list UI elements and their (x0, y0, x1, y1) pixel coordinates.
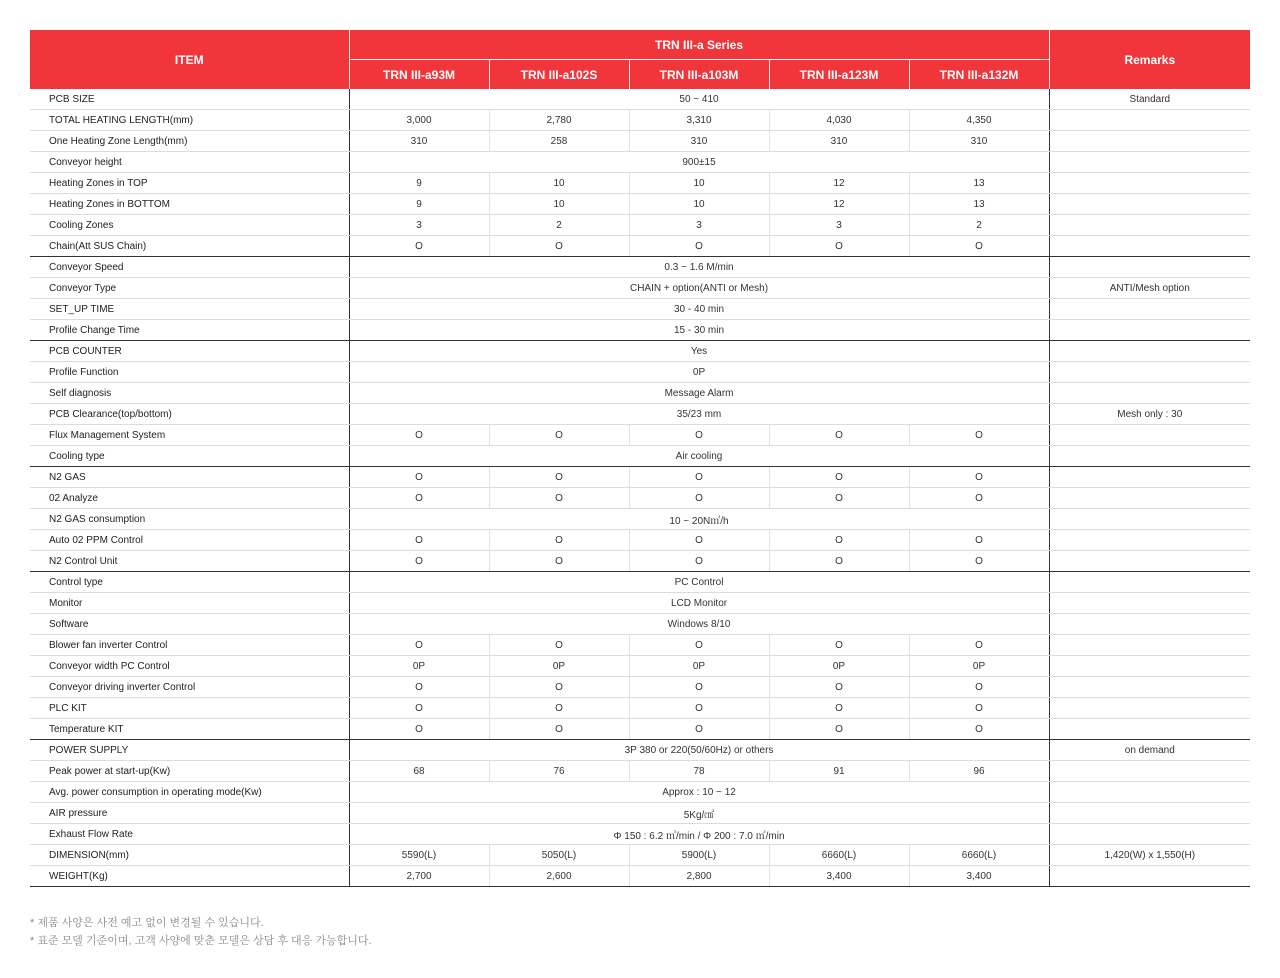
table-row (30, 299, 1250, 320)
spec-value: O (629, 698, 769, 719)
table-row (30, 362, 1250, 383)
row-label: Temperature KIT (30, 719, 349, 740)
row-label: N2 GAS (30, 467, 349, 488)
row-label: N2 GAS consumption (30, 509, 349, 530)
spec-value-all-models: CHAIN + option(ANTI or Mesh) (349, 278, 1049, 299)
spec-value: O (769, 425, 909, 446)
row-label: Conveyor Speed (30, 257, 349, 278)
row-label: Cooling type (30, 446, 349, 467)
row-label: Conveyor Type (30, 278, 349, 299)
table-row (30, 782, 1250, 803)
spec-value-all-models: Message Alarm (349, 383, 1049, 404)
spec-value: 258 (489, 131, 629, 152)
spec-value: O (909, 488, 1049, 509)
spec-value: 2,780 (489, 110, 629, 131)
spec-value-all-models: 15 - 30 min (349, 320, 1049, 341)
spec-value: O (909, 677, 1049, 698)
remark-cell (1049, 173, 1250, 194)
remark-cell (1049, 131, 1250, 152)
remark-cell (1049, 572, 1250, 593)
row-label: N2 Control Unit (30, 551, 349, 572)
spec-value: O (489, 467, 629, 488)
remark-cell (1049, 257, 1250, 278)
table-row (30, 467, 1250, 488)
spec-value: O (349, 467, 489, 488)
spec-value-all-models: Windows 8/10 (349, 614, 1049, 635)
remark-cell: on demand (1049, 740, 1250, 761)
footnote: * 표준 모델 기준이며, 고객 사양에 맞춘 모델은 상담 후 대응 가능합니다. (30, 935, 372, 947)
table-row (30, 635, 1250, 656)
remark-cell (1049, 635, 1250, 656)
spec-value: O (489, 488, 629, 509)
spec-value: O (769, 467, 909, 488)
spec-value-all-models: LCD Monitor (349, 593, 1049, 614)
spec-value: 3 (769, 215, 909, 236)
spec-value: 310 (909, 131, 1049, 152)
remark-cell (1049, 236, 1250, 257)
row-label: Blower fan inverter Control (30, 635, 349, 656)
row-label: PCB SIZE (30, 89, 349, 110)
table-row (30, 236, 1250, 257)
remark-cell (1049, 194, 1250, 215)
row-label: Conveyor width PC Control (30, 656, 349, 677)
model-header: TRN III-a103M (629, 60, 769, 90)
spec-value: 13 (909, 173, 1049, 194)
spec-value: O (349, 236, 489, 257)
row-label: PLC KIT (30, 698, 349, 719)
row-label: PCB Clearance(top/bottom) (30, 404, 349, 425)
remark-cell (1049, 509, 1250, 530)
spec-value: O (489, 635, 629, 656)
spec-value: 91 (769, 761, 909, 782)
remark-cell (1049, 698, 1250, 719)
spec-value: 10 (629, 173, 769, 194)
spec-value: O (489, 530, 629, 551)
spec-value: 13 (909, 194, 1049, 215)
row-label: DIMENSION(mm) (30, 845, 349, 866)
spec-value: 3,400 (769, 866, 909, 887)
spec-value: O (629, 551, 769, 572)
remark-cell: Mesh only : 30 (1049, 404, 1250, 425)
remark-cell (1049, 824, 1250, 845)
spec-value: 9 (349, 173, 489, 194)
remark-cell (1049, 782, 1250, 803)
table-row (30, 572, 1250, 593)
spec-value-all-models: 0.3 ~ 1.6 M/min (349, 257, 1049, 278)
table-row (30, 404, 1250, 425)
spec-value: 12 (769, 173, 909, 194)
spec-value: O (629, 467, 769, 488)
table-row (30, 446, 1250, 467)
spec-value: 4,030 (769, 110, 909, 131)
spec-value: O (629, 635, 769, 656)
table-row (30, 110, 1250, 131)
spec-value: 3,310 (629, 110, 769, 131)
spec-value: O (769, 530, 909, 551)
spec-value: O (909, 467, 1049, 488)
spec-value: 68 (349, 761, 489, 782)
spec-value: 9 (349, 194, 489, 215)
row-label: Chain(Att SUS Chain) (30, 236, 349, 257)
table-row (30, 614, 1250, 635)
row-label: Conveyor driving inverter Control (30, 677, 349, 698)
table-row (30, 341, 1250, 362)
spec-value: O (909, 530, 1049, 551)
row-label: AIR pressure (30, 803, 349, 824)
spec-value: O (769, 488, 909, 509)
table-row (30, 131, 1250, 152)
spec-value: O (769, 677, 909, 698)
spec-value: 5900(L) (629, 845, 769, 866)
table-row (30, 215, 1250, 236)
remark-cell (1049, 761, 1250, 782)
spec-value: O (909, 551, 1049, 572)
spec-table-wrap (30, 30, 1250, 887)
remark-cell (1049, 530, 1250, 551)
remark-cell (1049, 446, 1250, 467)
row-label: Software (30, 614, 349, 635)
model-header: TRN III-a93M (349, 60, 489, 90)
table-header (30, 30, 1250, 89)
spec-value: O (629, 488, 769, 509)
remark-cell (1049, 152, 1250, 173)
row-label: Self diagnosis (30, 383, 349, 404)
spec-value: 0P (489, 656, 629, 677)
model-header: TRN III-a123M (769, 60, 909, 90)
model-header: TRN III-a102S (489, 60, 629, 90)
spec-value: 5050(L) (489, 845, 629, 866)
table-row (30, 803, 1250, 824)
row-label: Monitor (30, 593, 349, 614)
table-row (30, 320, 1250, 341)
row-label: Conveyor height (30, 152, 349, 173)
row-label: POWER SUPPLY (30, 740, 349, 761)
remark-cell (1049, 803, 1250, 824)
spec-value: 5590(L) (349, 845, 489, 866)
remark-cell (1049, 488, 1250, 509)
remarks-header: Remarks (1049, 30, 1250, 89)
spec-value: 2,600 (489, 866, 629, 887)
spec-value-all-models: 35/23 mm (349, 404, 1049, 425)
spec-value-all-models: 10 ~ 20N㎥/h (349, 509, 1049, 530)
table-row (30, 173, 1250, 194)
spec-value: O (909, 698, 1049, 719)
spec-value-all-models: 900±15 (349, 152, 1049, 173)
spec-value: O (769, 236, 909, 257)
spec-value: 3 (629, 215, 769, 236)
spec-value: 10 (629, 194, 769, 215)
spec-value: O (349, 488, 489, 509)
spec-value: 0P (629, 656, 769, 677)
spec-value: O (909, 719, 1049, 740)
spec-value-all-models: Approx : 10 ~ 12 (349, 782, 1049, 803)
spec-value: 310 (629, 131, 769, 152)
spec-value: 2 (489, 215, 629, 236)
spec-value-all-models: 5Kg/㎠ (349, 803, 1049, 824)
table-row (30, 257, 1250, 278)
spec-value-all-models: 3P 380 or 220(50/60Hz) or others (349, 740, 1049, 761)
remark-cell (1049, 719, 1250, 740)
row-label: Profile Change Time (30, 320, 349, 341)
row-label: Avg. power consumption in operating mode(Kw) (30, 782, 349, 803)
model-header: TRN III-a132M (909, 60, 1049, 90)
spec-value: O (349, 551, 489, 572)
remark-cell (1049, 320, 1250, 341)
spec-value-all-models: Yes (349, 341, 1049, 362)
row-label: Exhaust Flow Rate (30, 824, 349, 845)
table-row (30, 551, 1250, 572)
remark-cell (1049, 341, 1250, 362)
table-row (30, 698, 1250, 719)
spec-value: 6660(L) (769, 845, 909, 866)
row-label: Peak power at start-up(Kw) (30, 761, 349, 782)
spec-value: O (629, 530, 769, 551)
spec-value-all-models: 30 - 40 min (349, 299, 1049, 320)
spec-value: O (909, 236, 1049, 257)
remark-cell (1049, 425, 1250, 446)
remark-cell (1049, 110, 1250, 131)
spec-value: O (629, 236, 769, 257)
table-row (30, 152, 1250, 173)
spec-value: O (489, 551, 629, 572)
spec-value: O (349, 530, 489, 551)
spec-value: 76 (489, 761, 629, 782)
row-label: Heating Zones in TOP (30, 173, 349, 194)
spec-value: 3,400 (909, 866, 1049, 887)
remark-cell (1049, 467, 1250, 488)
spec-value: 78 (629, 761, 769, 782)
spec-value: 0P (349, 656, 489, 677)
spec-value: 10 (489, 194, 629, 215)
spec-value-all-models: Φ 150 : 6.2 ㎥/min / Φ 200 : 7.0 ㎥/min (349, 824, 1049, 845)
spec-value: O (349, 698, 489, 719)
spec-value-all-models: 50 ~ 410 (349, 89, 1049, 110)
row-label: PCB COUNTER (30, 341, 349, 362)
row-label: Heating Zones in BOTTOM (30, 194, 349, 215)
remark-cell: 1,420(W) x 1,550(H) (1049, 845, 1250, 866)
spec-value: O (769, 698, 909, 719)
row-label: Profile Function (30, 362, 349, 383)
table-row (30, 89, 1250, 110)
spec-value: 3 (349, 215, 489, 236)
table-row (30, 719, 1250, 740)
spec-value: 6660(L) (909, 845, 1049, 866)
spec-value: O (909, 425, 1049, 446)
spec-table (30, 30, 1250, 887)
remark-cell (1049, 362, 1250, 383)
spec-value: O (909, 635, 1049, 656)
spec-value: 4,350 (909, 110, 1049, 131)
row-label: 02 Analyze (30, 488, 349, 509)
spec-value: 0P (769, 656, 909, 677)
remark-cell (1049, 299, 1250, 320)
row-label: Flux Management System (30, 425, 349, 446)
spec-value: O (489, 719, 629, 740)
spec-value: 3,000 (349, 110, 489, 131)
spec-value-all-models: 0P (349, 362, 1049, 383)
spec-value: O (769, 551, 909, 572)
spec-value: 2,800 (629, 866, 769, 887)
row-label: Cooling Zones (30, 215, 349, 236)
spec-value: 10 (489, 173, 629, 194)
table-row (30, 383, 1250, 404)
row-label: WEIGHT(Kg) (30, 866, 349, 887)
spec-value: 96 (909, 761, 1049, 782)
spec-value: 2 (909, 215, 1049, 236)
spec-value: O (629, 425, 769, 446)
spec-value: O (769, 719, 909, 740)
remark-cell (1049, 215, 1250, 236)
table-row (30, 845, 1250, 866)
remark-cell (1049, 551, 1250, 572)
spec-value-all-models: Air cooling (349, 446, 1049, 467)
remark-cell (1049, 383, 1250, 404)
spec-value-all-models: PC Control (349, 572, 1049, 593)
spec-value: O (349, 677, 489, 698)
series-header: TRN III-a Series (349, 30, 1049, 60)
table-row (30, 740, 1250, 761)
table-row (30, 866, 1250, 887)
table-body (30, 89, 1250, 887)
spec-value: O (489, 236, 629, 257)
spec-value: O (489, 677, 629, 698)
remark-cell (1049, 614, 1250, 635)
item-header: ITEM (30, 30, 349, 89)
spec-value: 12 (769, 194, 909, 215)
spec-value: 310 (769, 131, 909, 152)
table-row (30, 761, 1250, 782)
table-row (30, 194, 1250, 215)
table-row (30, 425, 1250, 446)
spec-value: 2,700 (349, 866, 489, 887)
spec-value: 0P (909, 656, 1049, 677)
remark-cell (1049, 656, 1250, 677)
spec-value: O (629, 719, 769, 740)
table-row (30, 656, 1250, 677)
remark-cell (1049, 677, 1250, 698)
spec-value: O (489, 698, 629, 719)
spec-value: O (769, 635, 909, 656)
table-row (30, 488, 1250, 509)
table-row (30, 824, 1250, 845)
spec-value: O (349, 719, 489, 740)
spec-value: O (629, 677, 769, 698)
row-label: One Heating Zone Length(mm) (30, 131, 349, 152)
spec-value: O (489, 425, 629, 446)
table-row (30, 593, 1250, 614)
table-row (30, 509, 1250, 530)
table-row (30, 677, 1250, 698)
spec-value: 310 (349, 131, 489, 152)
footnote: * 제품 사양은 사전 예고 없이 변경될 수 있습니다. (30, 917, 264, 929)
table-row (30, 278, 1250, 299)
row-label: Auto 02 PPM Control (30, 530, 349, 551)
row-label: SET_UP TIME (30, 299, 349, 320)
remark-cell: ANTI/Mesh option (1049, 278, 1250, 299)
remark-cell (1049, 866, 1250, 887)
remark-cell (1049, 593, 1250, 614)
footnotes (30, 914, 372, 950)
table-row (30, 530, 1250, 551)
spec-value: O (349, 425, 489, 446)
spec-value: O (349, 635, 489, 656)
row-label: TOTAL HEATING LENGTH(mm) (30, 110, 349, 131)
remark-cell: Standard (1049, 89, 1250, 110)
row-label: Control type (30, 572, 349, 593)
